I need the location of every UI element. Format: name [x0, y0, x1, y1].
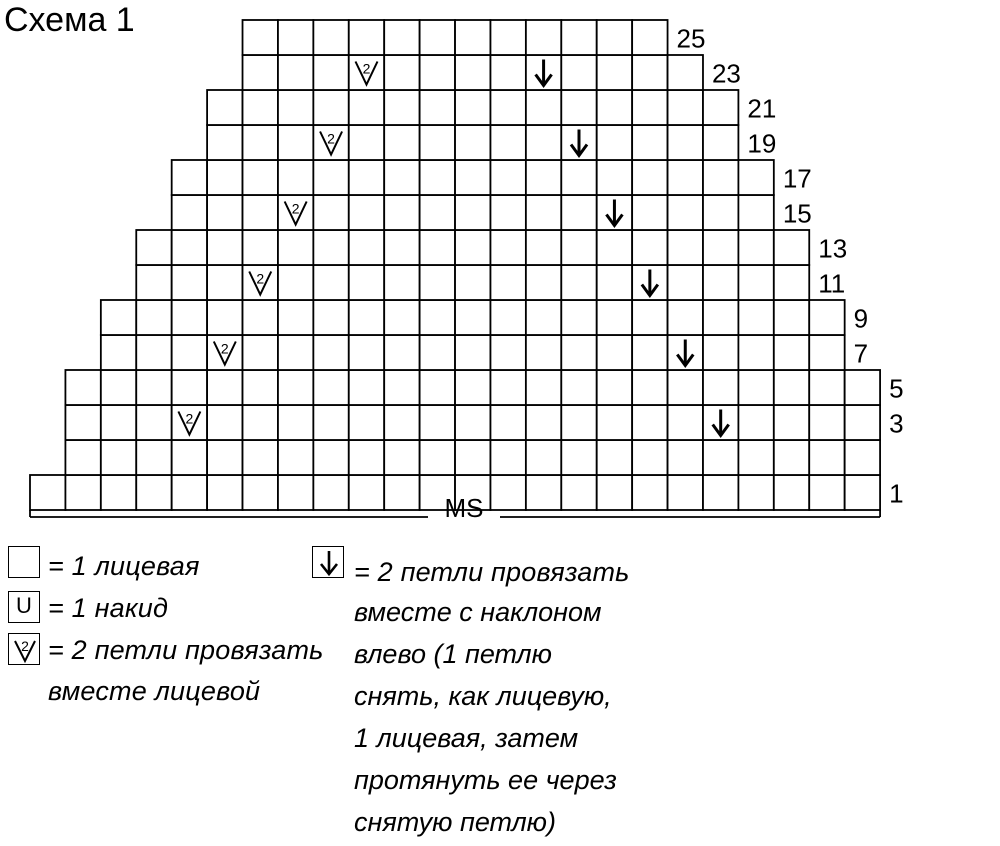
chart-cell	[738, 370, 773, 405]
chart-cell	[455, 335, 490, 370]
chart-cell	[703, 90, 738, 125]
k2tog-number: 2	[327, 130, 335, 147]
skp-symbol	[312, 546, 344, 578]
chart-cell	[172, 440, 207, 475]
chart-cell	[490, 160, 525, 195]
chart-cell	[136, 265, 171, 300]
chart-cell	[420, 20, 455, 55]
chart-cell	[455, 160, 490, 195]
chart-cell	[668, 195, 703, 230]
chart-cell	[278, 440, 313, 475]
chart-cell	[597, 160, 632, 195]
chart-cell	[207, 230, 242, 265]
chart-cell	[313, 90, 348, 125]
chart-cell	[632, 335, 667, 370]
chart-cell	[420, 405, 455, 440]
chart-cell	[172, 370, 207, 405]
chart-cell	[490, 230, 525, 265]
chart-cell	[809, 405, 844, 440]
chart-cell	[561, 475, 596, 510]
chart-cell	[136, 335, 171, 370]
chart-cell	[384, 160, 419, 195]
chart-cell	[774, 370, 809, 405]
chart-cell	[207, 405, 242, 440]
chart-cell	[526, 370, 561, 405]
chart-cell	[384, 335, 419, 370]
chart-cell	[632, 230, 667, 265]
row-number: 9	[853, 303, 869, 334]
chart-cell	[101, 335, 136, 370]
chart-cell	[384, 265, 419, 300]
legend-skp-line: вместе с наклоном	[354, 597, 602, 627]
chart-cell	[632, 440, 667, 475]
chart-cell	[703, 195, 738, 230]
chart-cell	[384, 370, 419, 405]
chart-cell	[703, 265, 738, 300]
legend-skp-line1: = 2 петли провязать	[354, 557, 630, 587]
chart-cell	[384, 90, 419, 125]
chart-cell	[668, 370, 703, 405]
chart-cell	[632, 125, 667, 160]
legend-skp-line: 1 лицевая, затем	[354, 723, 579, 753]
chart-cell	[101, 440, 136, 475]
row-number: 5	[889, 373, 904, 404]
chart-cell	[597, 335, 632, 370]
chart-cell	[561, 160, 596, 195]
chart-cell	[384, 55, 419, 90]
chart-cell	[65, 370, 100, 405]
legend-skp-line: снять, как лицевую,	[354, 681, 612, 711]
chart-cell	[668, 55, 703, 90]
chart-cell	[313, 405, 348, 440]
chart-cell	[845, 440, 880, 475]
row-number: 13	[818, 233, 848, 264]
chart-cell	[243, 405, 278, 440]
chart-cell	[738, 230, 773, 265]
chart-cell	[561, 230, 596, 265]
chart-cell	[632, 160, 667, 195]
chart-cell	[490, 475, 525, 510]
row-number: 25	[676, 23, 706, 54]
chart-cell	[526, 405, 561, 440]
chart-cell	[243, 475, 278, 510]
chart-cell	[490, 335, 525, 370]
chart-cell	[668, 90, 703, 125]
row-number: 7	[853, 338, 869, 369]
arrow-down-icon	[313, 547, 345, 579]
chart-cell	[384, 195, 419, 230]
chart-cell	[455, 195, 490, 230]
chart-cell	[703, 440, 738, 475]
chart-cell	[349, 370, 384, 405]
chart-cell	[420, 195, 455, 230]
chart-cell	[313, 370, 348, 405]
chart-cell	[420, 125, 455, 160]
chart-cell	[668, 440, 703, 475]
chart-cell	[278, 265, 313, 300]
chart-cell	[526, 230, 561, 265]
chart-cell	[349, 160, 384, 195]
chart-cell	[668, 230, 703, 265]
chart-cell	[703, 230, 738, 265]
legend-yarn-over-text: = 1 накид	[48, 593, 169, 623]
chart-cell	[243, 20, 278, 55]
chart-cell	[774, 300, 809, 335]
chart-cell	[490, 125, 525, 160]
chart-cell	[738, 160, 773, 195]
chart-cell	[207, 160, 242, 195]
chart-cell	[668, 125, 703, 160]
chart-cell	[349, 440, 384, 475]
chart-cell	[172, 300, 207, 335]
chart-cell	[136, 370, 171, 405]
chart-cell	[526, 475, 561, 510]
chart-cell	[738, 440, 773, 475]
chart-cell	[207, 440, 242, 475]
chart-cell	[313, 20, 348, 55]
chart-cell	[349, 405, 384, 440]
chart-cell	[278, 20, 313, 55]
chart-cell	[455, 265, 490, 300]
chart-cell	[136, 230, 171, 265]
repeat-label: MS	[444, 493, 484, 523]
chart-cell	[809, 300, 844, 335]
chart-cell	[490, 90, 525, 125]
chart-cell	[809, 370, 844, 405]
chart-cell	[809, 440, 844, 475]
chart-cell	[490, 405, 525, 440]
chart-cell	[632, 195, 667, 230]
legend-skp-description	[354, 591, 617, 843]
yarn-over-symbol: U	[8, 591, 40, 623]
chart-cell	[349, 300, 384, 335]
chart-cell	[597, 370, 632, 405]
chart-cell	[738, 475, 773, 510]
row-number: 17	[782, 163, 812, 194]
chart-cell	[101, 475, 136, 510]
chart-cell	[384, 440, 419, 475]
chart-cell	[774, 265, 809, 300]
chart-cell	[101, 370, 136, 405]
chart-cell	[384, 230, 419, 265]
chart-cell	[207, 300, 242, 335]
chart-cell	[490, 20, 525, 55]
chart-cell	[384, 300, 419, 335]
k2tog-number: 2	[362, 60, 371, 77]
chart-cell	[490, 440, 525, 475]
chart-cell	[738, 265, 773, 300]
chart-cell	[845, 475, 880, 510]
chart-cell	[384, 20, 419, 55]
chart-cell	[455, 405, 490, 440]
chart-cell	[561, 300, 596, 335]
chart-cell	[455, 20, 490, 55]
chart-cell	[278, 370, 313, 405]
row-number: 19	[747, 128, 777, 159]
chart-cell	[703, 475, 738, 510]
legend-skp-line: снятую петлю)	[354, 807, 556, 837]
chart-cell	[597, 20, 632, 55]
chart-cell	[561, 55, 596, 90]
chart-cell	[243, 440, 278, 475]
chart-cell	[668, 160, 703, 195]
chart-cell	[490, 300, 525, 335]
chart-cell	[526, 265, 561, 300]
chart-cell	[561, 370, 596, 405]
chart-cell	[774, 475, 809, 510]
chart-cell	[455, 230, 490, 265]
chart-cell	[349, 335, 384, 370]
chart-cell	[349, 195, 384, 230]
chart-cell	[561, 90, 596, 125]
chart-cell	[526, 440, 561, 475]
chart-cell	[632, 405, 667, 440]
chart-cell	[313, 55, 348, 90]
chart-cell	[597, 440, 632, 475]
chart-cell	[313, 475, 348, 510]
chart-cell	[490, 195, 525, 230]
chart-cell	[561, 265, 596, 300]
chart-cell	[738, 195, 773, 230]
chart-cell	[420, 160, 455, 195]
chart-cell	[774, 230, 809, 265]
chart-cell	[703, 370, 738, 405]
chart-cell	[278, 160, 313, 195]
chart-cell	[526, 300, 561, 335]
chart-cell	[420, 370, 455, 405]
chart-cell	[207, 125, 242, 160]
chart-cell	[703, 300, 738, 335]
chart-cell	[243, 195, 278, 230]
chart-cell	[561, 440, 596, 475]
chart-cell	[561, 20, 596, 55]
legend-k2tog-line1: = 2 петли провязать	[48, 635, 324, 665]
chart-cell	[243, 300, 278, 335]
chart-cell	[172, 160, 207, 195]
chart-cell	[349, 475, 384, 510]
chart-cell	[632, 55, 667, 90]
chart-cell	[561, 335, 596, 370]
chart-cell	[65, 475, 100, 510]
chart-cell	[101, 405, 136, 440]
k2tog-number: 2	[21, 638, 29, 654]
chart-cell	[738, 335, 773, 370]
knit-stitch-symbol	[8, 546, 40, 578]
chart-cell	[526, 335, 561, 370]
chart-cell	[845, 370, 880, 405]
chart-cell	[597, 90, 632, 125]
chart-cell	[703, 335, 738, 370]
chart-cell	[278, 405, 313, 440]
chart-cell	[136, 475, 171, 510]
chart-cell	[243, 230, 278, 265]
chart-cell	[172, 195, 207, 230]
chart-cell	[490, 265, 525, 300]
chart-cell	[313, 265, 348, 300]
chart-cell	[349, 265, 384, 300]
chart-cell	[526, 195, 561, 230]
chart-cell	[65, 405, 100, 440]
chart-cell	[774, 405, 809, 440]
chart-cell	[313, 335, 348, 370]
k2tog-symbol	[8, 633, 40, 665]
chart-cell	[526, 20, 561, 55]
chart-cell	[597, 230, 632, 265]
chart-cell	[278, 335, 313, 370]
chart-cell	[774, 440, 809, 475]
chart-cell	[313, 300, 348, 335]
chart-cell	[597, 300, 632, 335]
chart-cell	[243, 335, 278, 370]
chart-cell	[349, 20, 384, 55]
chart-cell	[207, 370, 242, 405]
row-number: 11	[818, 268, 846, 299]
chart-cell	[65, 440, 100, 475]
chart-cell	[455, 370, 490, 405]
chart-cell	[561, 195, 596, 230]
chart-cell	[278, 55, 313, 90]
chart-cell	[207, 90, 242, 125]
chart-cell	[278, 230, 313, 265]
chart-cell	[845, 405, 880, 440]
k2tog-number: 2	[256, 270, 265, 287]
chart-cell	[349, 125, 384, 160]
chart-cell	[490, 370, 525, 405]
chart-cell	[420, 265, 455, 300]
chart-cell	[526, 160, 561, 195]
chart-cell	[774, 335, 809, 370]
chart-cell	[243, 370, 278, 405]
chart-cell	[313, 440, 348, 475]
chart-cell	[172, 230, 207, 265]
chart-cell	[207, 475, 242, 510]
chart-cell	[313, 230, 348, 265]
chart-cell	[278, 475, 313, 510]
chart-cell	[597, 55, 632, 90]
chart-cell	[420, 335, 455, 370]
k2tog-icon	[9, 634, 41, 666]
chart-cell	[738, 300, 773, 335]
chart-cell	[243, 55, 278, 90]
chart-cell	[349, 230, 384, 265]
chart-cell	[420, 230, 455, 265]
chart-cell	[455, 125, 490, 160]
chart-cell	[420, 440, 455, 475]
chart-cell	[420, 300, 455, 335]
chart-cell	[455, 90, 490, 125]
k2tog-number: 2	[291, 200, 300, 217]
chart-cell	[632, 90, 667, 125]
chart-cell	[384, 405, 419, 440]
chart-cell	[632, 370, 667, 405]
legend-k2tog-line2: вместе лицевой	[48, 676, 261, 706]
row-number: 15	[782, 198, 812, 229]
chart-cell	[526, 125, 561, 160]
chart-cell	[420, 55, 455, 90]
chart-cell	[30, 475, 65, 510]
chart-cell	[384, 475, 419, 510]
chart-cell	[809, 335, 844, 370]
chart-cell	[668, 475, 703, 510]
chart-cell	[703, 160, 738, 195]
chart-cell	[597, 265, 632, 300]
chart-cell	[207, 195, 242, 230]
chart-cell	[384, 125, 419, 160]
row-number: 23	[711, 58, 741, 89]
chart-cell	[809, 475, 844, 510]
chart-title: Схема 1	[4, 1, 135, 39]
k2tog-number: 2	[185, 410, 194, 427]
legend-skp-line: влево (1 петлю	[354, 639, 552, 669]
chart-cell	[632, 20, 667, 55]
chart-cell	[136, 300, 171, 335]
chart-cell	[738, 405, 773, 440]
chart-cell	[597, 125, 632, 160]
chart-cell	[668, 265, 703, 300]
chart-cell	[313, 195, 348, 230]
chart-cell	[455, 440, 490, 475]
chart-cell	[455, 55, 490, 90]
chart-cell	[632, 300, 667, 335]
chart-cell	[243, 125, 278, 160]
legend-skp-line: протянуть ее через	[354, 765, 617, 795]
chart-cell	[526, 90, 561, 125]
chart-cell	[632, 475, 667, 510]
chart-cell	[420, 90, 455, 125]
chart-cell	[172, 265, 207, 300]
chart-cell	[455, 300, 490, 335]
chart-cell	[703, 125, 738, 160]
chart-cell	[278, 90, 313, 125]
chart-cell	[668, 300, 703, 335]
chart-cell	[597, 405, 632, 440]
chart-cell	[136, 440, 171, 475]
chart-cell	[172, 475, 207, 510]
legend-knit-text: = 1 лицевая	[48, 551, 200, 581]
chart-cell	[207, 265, 242, 300]
chart-cell	[490, 55, 525, 90]
row-number: 1	[889, 478, 904, 509]
chart-cell	[243, 160, 278, 195]
chart-cell	[561, 405, 596, 440]
chart-cell	[243, 90, 278, 125]
row-number: 3	[889, 408, 904, 439]
k2tog-number: 2	[220, 340, 229, 357]
chart-cell	[349, 90, 384, 125]
chart-cell	[668, 405, 703, 440]
chart-cell	[101, 300, 136, 335]
chart-cell	[278, 300, 313, 335]
chart-cell	[278, 125, 313, 160]
chart-cell	[172, 335, 207, 370]
chart-cell	[136, 405, 171, 440]
chart-cell	[597, 475, 632, 510]
row-number: 21	[747, 93, 777, 124]
chart-cell	[313, 160, 348, 195]
